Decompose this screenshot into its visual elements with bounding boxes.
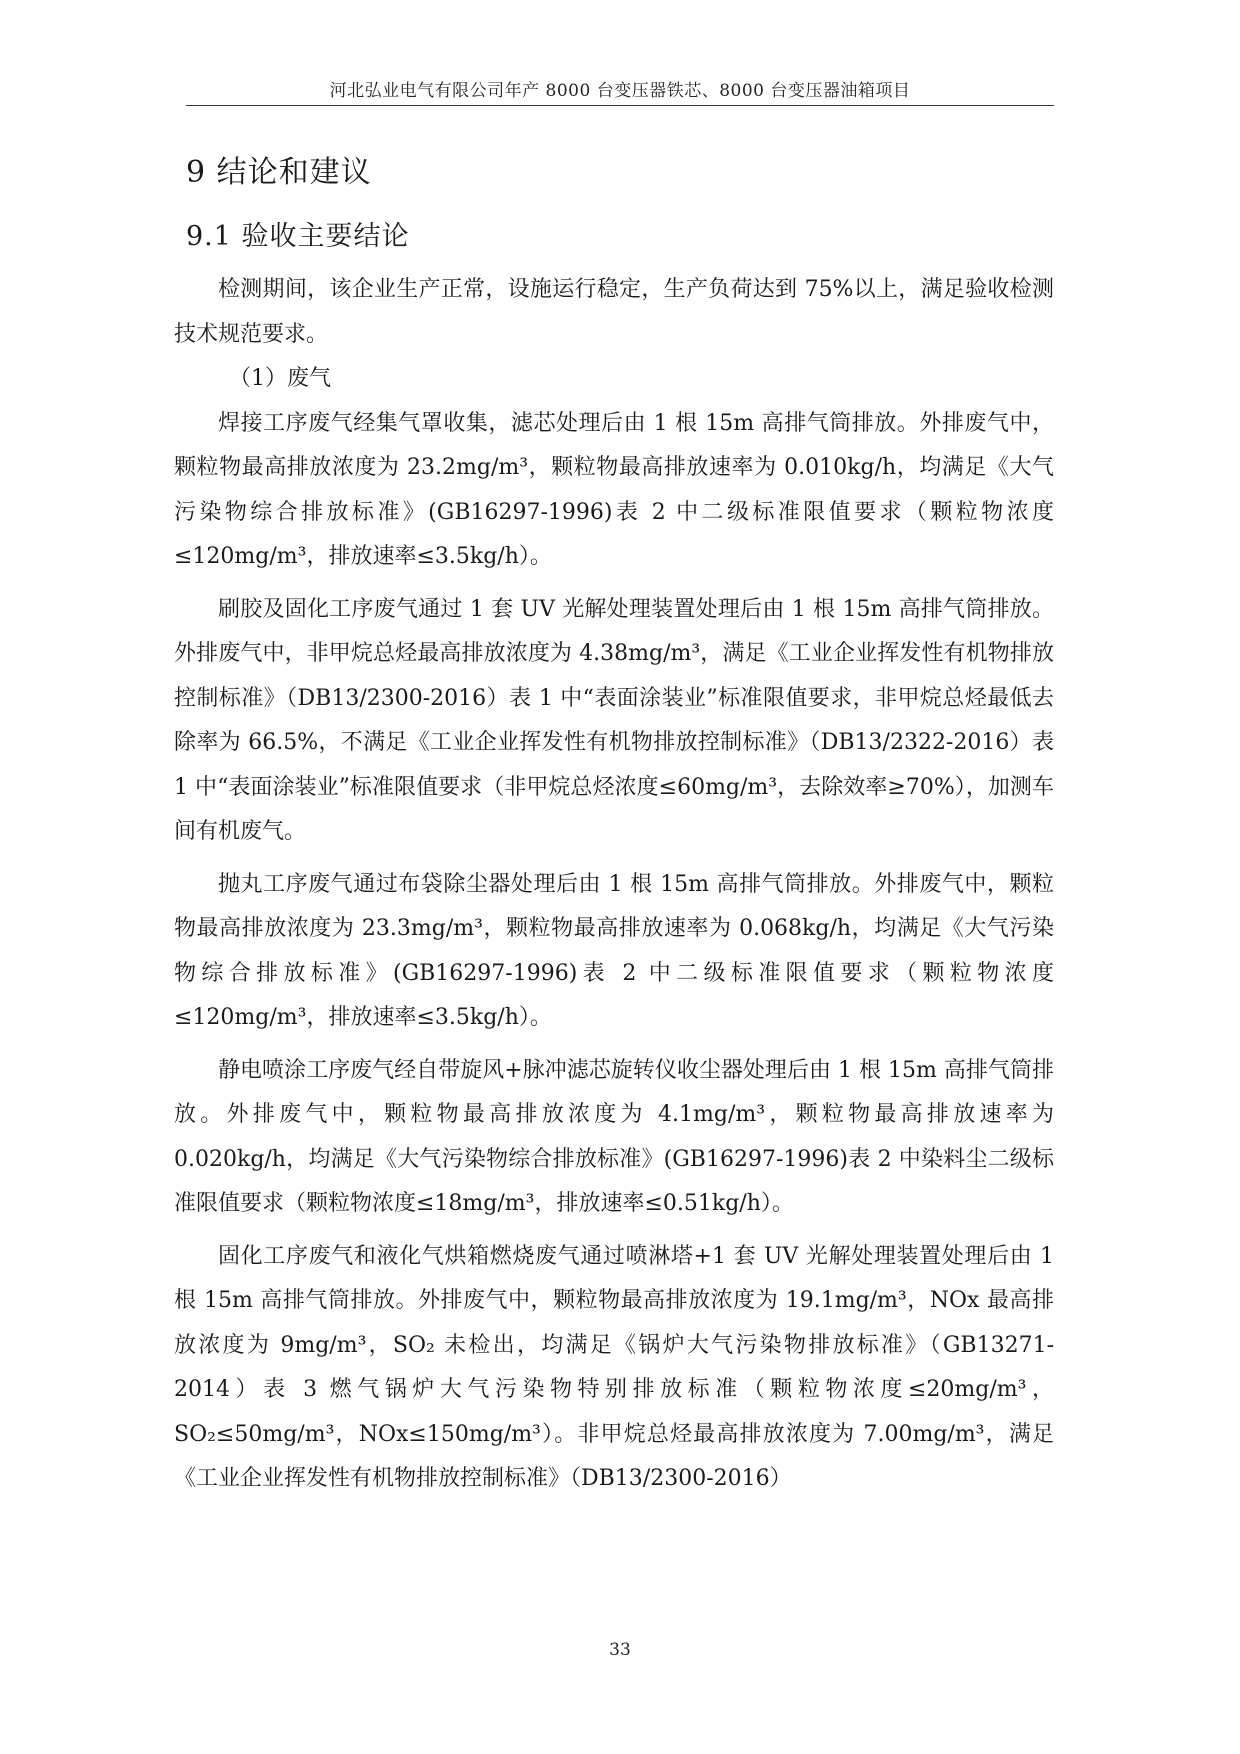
paragraph-load-conditions: 检测期间，该企业生产正常，设施运行稳定，生产负荷达到 75%以上，满足验收检测技术规范要求。 <box>174 277 1054 347</box>
chapter-heading: 9 结论和建议 <box>186 155 372 190</box>
subsection-label-exhaust-gas: （1）废气 <box>229 366 331 391</box>
running-header: 河北弘业电气有限公司年产 8000 台变压器铁芯、8000 台变压器油箱项目 <box>329 81 911 101</box>
paragraph-welding: 焊接工序废气经集气罩收集，滤芯处理后由 1 根 15m 高排气筒排放。外排废气中，颗粒物最高排放浓度为 23.2mg/m³，颗粒物最高排放速率为 0.010kg/h，均满足《大气污染物综合排放标准》(GB16297-1996)表 2 中二级标准限值要求（颗粒物浓度≤120mg/m³，排放速率≤3.5kg/h）。 <box>174 410 1054 569</box>
header-divider <box>186 105 1054 106</box>
paragraph-glue-curing: 刷胶及固化工序废气通过 1 套 UV 光解处理装置处理后由 1 根 15m 高排气筒排放。外排废气中，非甲烷总烃最高排放浓度为 4.38mg/m³，满足《工业企业挥发性有机物排放控制标准》（DB13/2300-2016）表 1 中“表面涂装业”标准限值要求，非甲烷总烃最低去除率为 66.5%，不满足《工业企业挥发性有机物排放控制标准》（DB13/2322-2016）表 1 中“表面涂装业”标准限值要求（非甲烷总烃浓度≤60mg/m³，去除效率≥70%），加测车间有机废气。 <box>174 596 1054 844</box>
paragraph-electrostatic-spraying: 静电喷涂工序废气经自带旋风+脉冲滤芯旋转仪收尘器处理后由 1 根 15m 高排气筒排放。外排废气中，颗粒物最高排放浓度为 4.1mg/m³，颗粒物最高排放速率为 0.020kg/h，均满足《大气污染物综合排放标准》(GB16297-1996)表 2 中染料尘二级标准限值要求（颗粒物浓度≤18mg/m³，排放速率≤0.51kg/h）。 <box>174 1057 1054 1216</box>
section-heading: 9.1 验收主要结论 <box>186 221 410 252</box>
page-number: 33 <box>609 1640 631 1660</box>
paragraph-shot-blasting: 抛丸工序废气通过布袋除尘器处理后由 1 根 15m 高排气筒排放。外排废气中，颗粒物最高排放浓度为 23.3mg/m³，颗粒物最高排放速率为 0.068kg/h，均满足《大气污染物综合排放标准》(GB16297-1996)表 2 中二级标准限值要求（颗粒物浓度≤120mg/m³，排放速率≤3.5kg/h）。 <box>174 871 1054 1030</box>
body-text <box>174 268 1054 1502</box>
paragraph-curing-oven: 固化工序废气和液化气烘箱燃烧废气通过喷淋塔+1 套 UV 光解处理装置处理后由 1 根 15m 高排气筒排放。外排废气中，颗粒物最高排放浓度为 19.1mg/m³，NOx 最高排放浓度为 9mg/m³，SO₂ 未检出，均满足《锅炉大气污染物排放标准》（GB13271-2014）表 3 燃气锅炉大气污染物特别排放标准（颗粒物浓度≤20mg/m³，SO₂≤50mg/m³，NOx≤150mg/m³）。非甲烷总烃最高排放浓度为 7.00mg/m³，满足《工业企业挥发性有机物排放控制标准》（DB13/2300-2016） <box>174 1243 1054 1491</box>
